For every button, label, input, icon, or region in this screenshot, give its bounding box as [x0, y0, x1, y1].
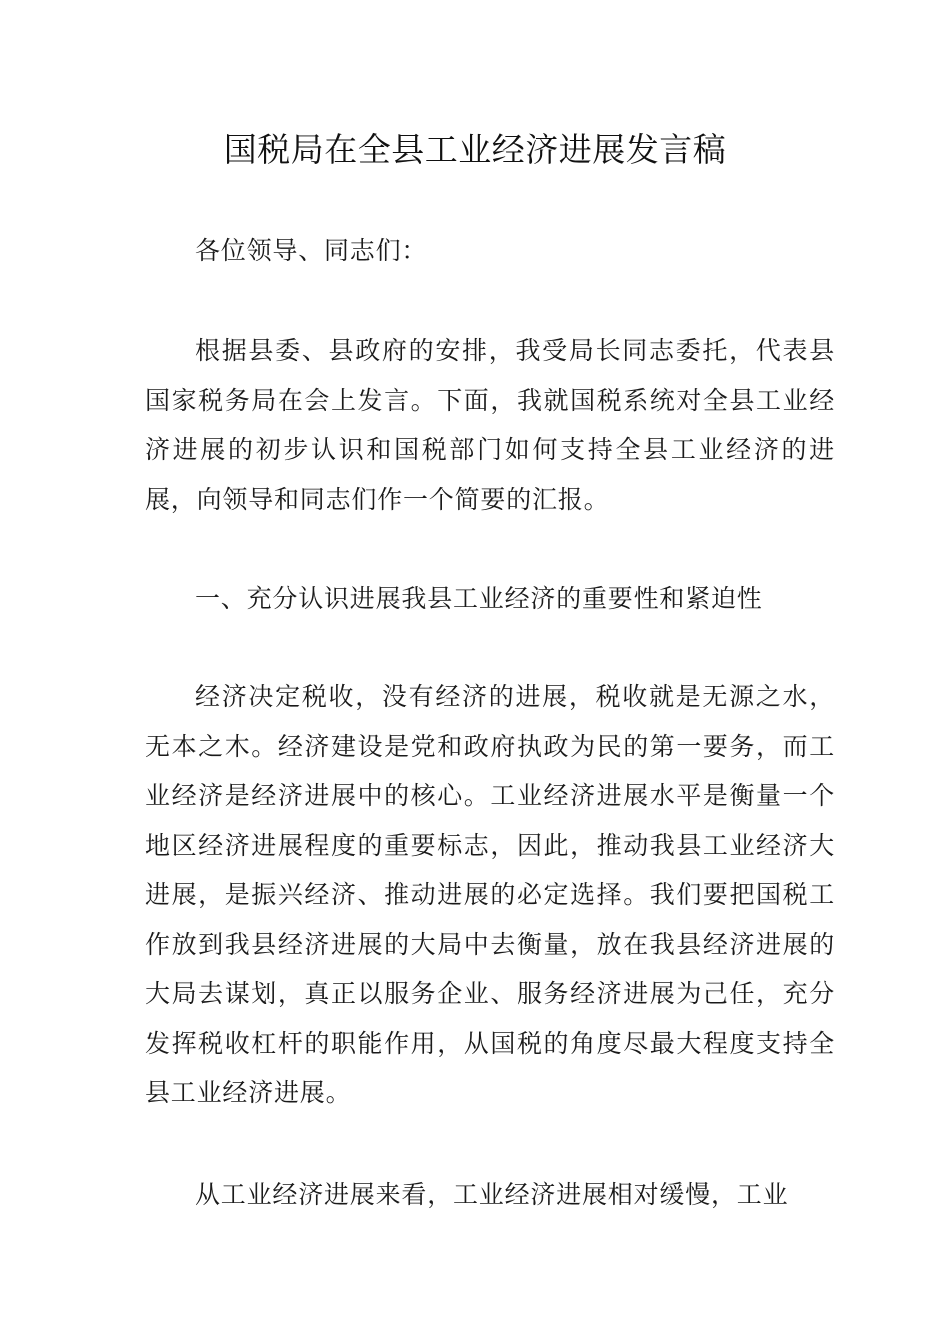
section-heading-1: 一、充分认识进展我县工业经济的重要性和紧迫性 — [195, 584, 763, 613]
intro-paragraph: 根据县委、县政府的安排，我受局长同志委托，代表县国家税务局在会上发言。下面，我就国税系统对全县工业经济进展的初步认识和国税部门如何支持全县工业经济的进展，向领导和同志们作一个简要的汇报。 — [145, 336, 835, 514]
body-paragraph-economy: 经济决定税收，没有经济的进展，税收就是无源之水，无本之木。经济建设是党和政府执政为民的第一要务，而工业经济是经济进展中的核心。工业经济进展水平是衡量一个地区经济进展程度的重要标志，因此，推动我县工业经济大进展，是振兴经济、推动进展的必定选择。我们要把国税工作放到我县经济进展的大局中去衡量，放在我县经济进展的大局去谋划，真正以服务企业、服务经济进展为己任，充分发挥税收杠杆的职能作用，从国税的角度尽最大程度支持全县工业经济进展。 — [145, 682, 835, 1107]
salutation-paragraph: 各位领导、同志们： — [195, 236, 428, 265]
document-title: 国税局在全县工业经济进展发言稿 — [223, 130, 727, 169]
body-paragraph-industry: 从工业经济进展来看，工业经济进展相对缓慢，工业 — [195, 1180, 789, 1209]
